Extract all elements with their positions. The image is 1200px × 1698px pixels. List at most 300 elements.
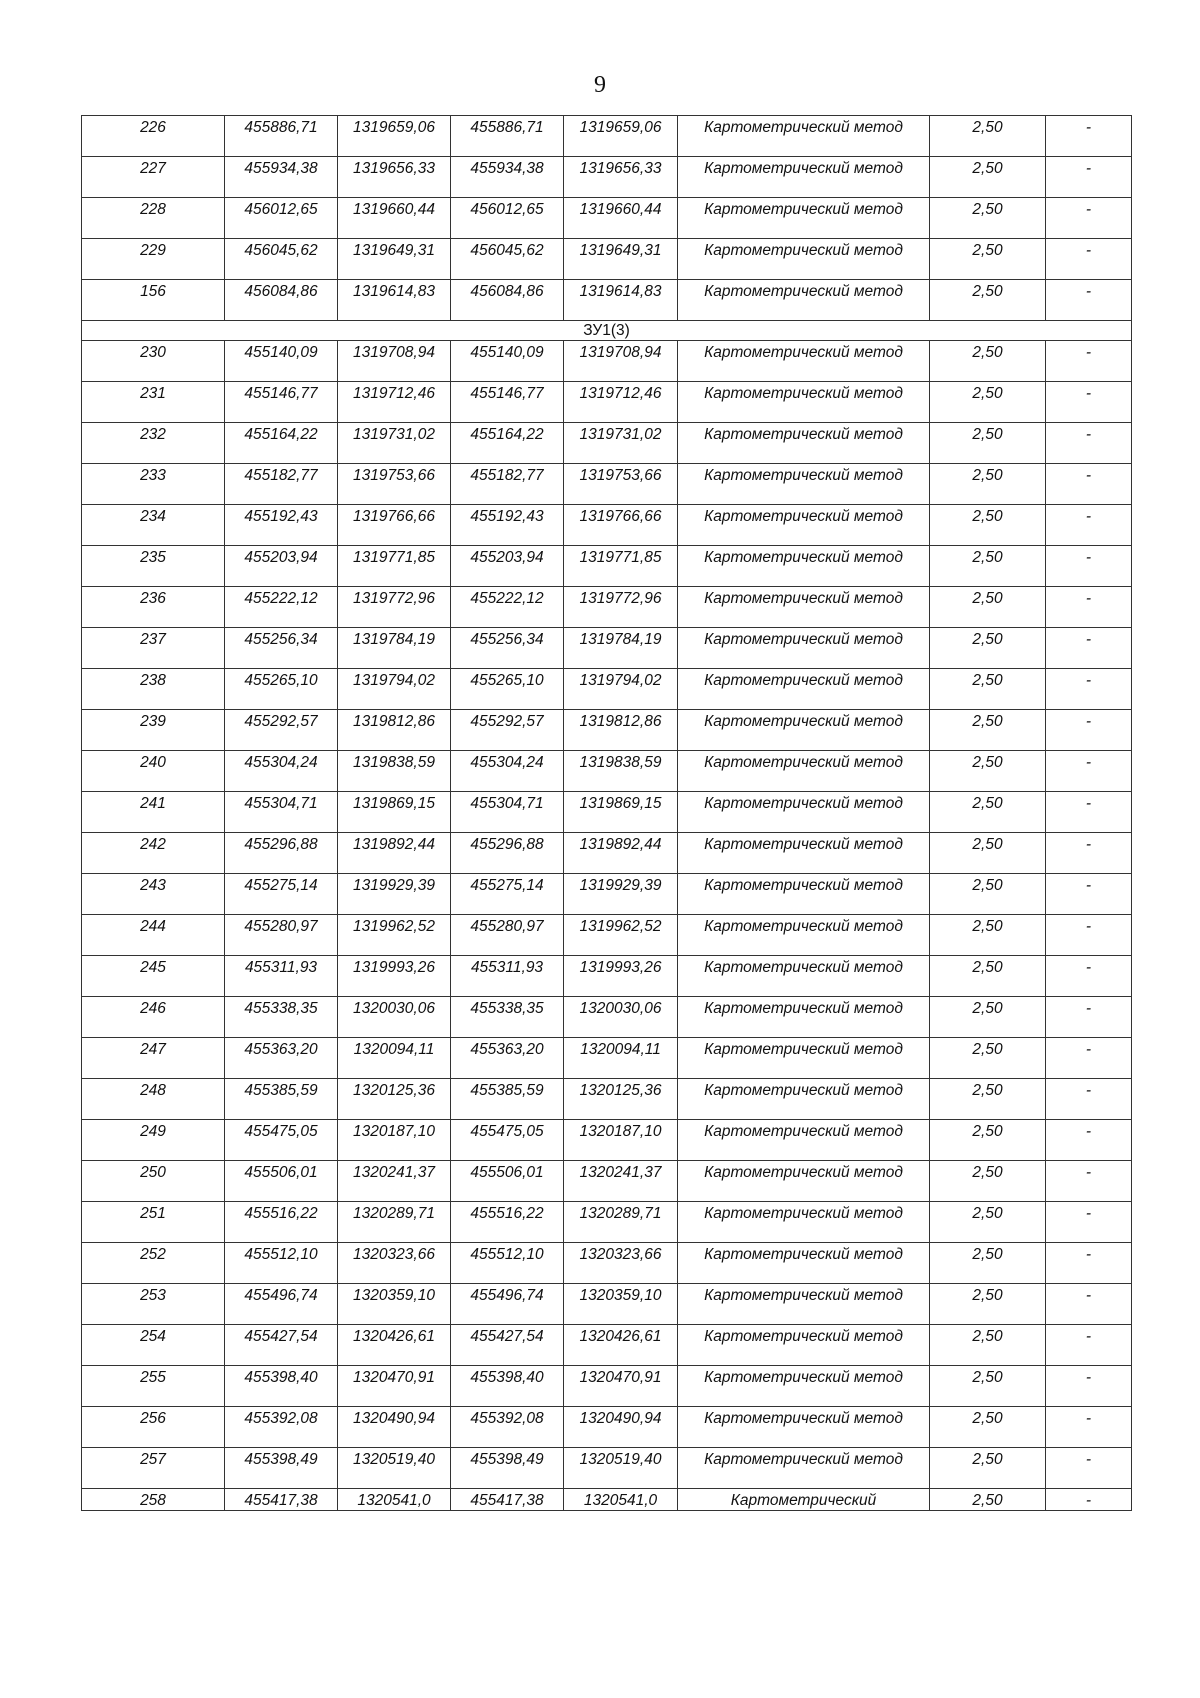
y-new-cell: 1320323,66 [564, 1243, 678, 1284]
x-new-cell: 455292,57 [451, 710, 564, 751]
x-new-cell: 455398,49 [451, 1448, 564, 1489]
y-new-cell: 1319656,33 [564, 157, 678, 198]
coordinates-table [81, 115, 1132, 1511]
method-cell: Картометрический метод [678, 874, 930, 915]
method-cell: Картометрический метод [678, 1038, 930, 1079]
description-cell: - [1046, 1489, 1132, 1511]
table-row [82, 1120, 1132, 1161]
point-number-cell: 227 [82, 157, 225, 198]
x-new-cell: 455512,10 [451, 1243, 564, 1284]
method-cell: Картометрический метод [678, 915, 930, 956]
description-cell: - [1046, 464, 1132, 505]
table-row [82, 874, 1132, 915]
point-number-cell: 251 [82, 1202, 225, 1243]
method-cell: Картометрический метод [678, 546, 930, 587]
x-existing-cell: 455296,88 [225, 833, 338, 874]
x-existing-cell: 455275,14 [225, 874, 338, 915]
y-new-cell: 1319772,96 [564, 587, 678, 628]
point-number-cell: 257 [82, 1448, 225, 1489]
table-row [82, 628, 1132, 669]
y-new-cell: 1320426,61 [564, 1325, 678, 1366]
y-existing-cell: 1319731,02 [338, 423, 451, 464]
x-existing-cell: 455280,97 [225, 915, 338, 956]
point-number-cell: 242 [82, 833, 225, 874]
x-existing-cell: 455417,38 [225, 1489, 338, 1511]
table-row [82, 1161, 1132, 1202]
accuracy-cell: 2,50 [930, 280, 1046, 321]
y-existing-cell: 1319660,44 [338, 198, 451, 239]
x-existing-cell: 455385,59 [225, 1079, 338, 1120]
x-existing-cell: 455392,08 [225, 1407, 338, 1448]
x-new-cell: 455363,20 [451, 1038, 564, 1079]
y-new-cell: 1319708,94 [564, 341, 678, 382]
x-existing-cell: 455203,94 [225, 546, 338, 587]
method-cell: Картометрический метод [678, 628, 930, 669]
y-new-cell: 1319794,02 [564, 669, 678, 710]
description-cell: - [1046, 341, 1132, 382]
description-cell: - [1046, 1079, 1132, 1120]
x-new-cell: 455475,05 [451, 1120, 564, 1161]
description-cell: - [1046, 1284, 1132, 1325]
y-new-cell: 1320125,36 [564, 1079, 678, 1120]
method-cell: Картометрический метод [678, 833, 930, 874]
x-existing-cell: 456012,65 [225, 198, 338, 239]
table-row [82, 464, 1132, 505]
y-new-cell: 1320519,40 [564, 1448, 678, 1489]
table-row [82, 239, 1132, 280]
accuracy-cell: 2,50 [930, 1038, 1046, 1079]
description-cell: - [1046, 792, 1132, 833]
x-existing-cell: 455886,71 [225, 116, 338, 157]
y-existing-cell: 1319838,59 [338, 751, 451, 792]
point-number-cell: 241 [82, 792, 225, 833]
accuracy-cell: 2,50 [930, 669, 1046, 710]
x-new-cell: 455265,10 [451, 669, 564, 710]
y-existing-cell: 1319812,86 [338, 710, 451, 751]
point-number-cell: 247 [82, 1038, 225, 1079]
table-row [82, 669, 1132, 710]
y-existing-cell: 1319712,46 [338, 382, 451, 423]
x-existing-cell: 455398,49 [225, 1448, 338, 1489]
x-existing-cell: 455934,38 [225, 157, 338, 198]
table-row [82, 710, 1132, 751]
y-new-cell: 1319659,06 [564, 116, 678, 157]
y-new-cell: 1319993,26 [564, 956, 678, 997]
table-row [82, 116, 1132, 157]
y-new-cell: 1319869,15 [564, 792, 678, 833]
description-cell: - [1046, 157, 1132, 198]
x-new-cell: 455392,08 [451, 1407, 564, 1448]
y-new-cell: 1320289,71 [564, 1202, 678, 1243]
y-existing-cell: 1320323,66 [338, 1243, 451, 1284]
x-existing-cell: 455363,20 [225, 1038, 338, 1079]
y-existing-cell: 1319614,83 [338, 280, 451, 321]
y-existing-cell: 1319656,33 [338, 157, 451, 198]
method-cell: Картометрический метод [678, 116, 930, 157]
point-number-cell: 240 [82, 751, 225, 792]
description-cell: - [1046, 198, 1132, 239]
x-new-cell: 455417,38 [451, 1489, 564, 1511]
method-cell: Картометрический [678, 1489, 930, 1511]
y-existing-cell: 1319659,06 [338, 116, 451, 157]
method-cell: Картометрический метод [678, 1079, 930, 1120]
x-new-cell: 456012,65 [451, 198, 564, 239]
y-existing-cell: 1320519,40 [338, 1448, 451, 1489]
y-existing-cell: 1319962,52 [338, 915, 451, 956]
accuracy-cell: 2,50 [930, 956, 1046, 997]
method-cell: Картометрический метод [678, 464, 930, 505]
y-existing-cell: 1320289,71 [338, 1202, 451, 1243]
accuracy-cell: 2,50 [930, 1489, 1046, 1511]
x-new-cell: 456084,86 [451, 280, 564, 321]
y-new-cell: 1320094,11 [564, 1038, 678, 1079]
x-existing-cell: 455496,74 [225, 1284, 338, 1325]
point-number-cell: 243 [82, 874, 225, 915]
x-new-cell: 455280,97 [451, 915, 564, 956]
y-existing-cell: 1320490,94 [338, 1407, 451, 1448]
y-new-cell: 1319784,19 [564, 628, 678, 669]
table-row [82, 792, 1132, 833]
x-existing-cell: 455146,77 [225, 382, 338, 423]
x-existing-cell: 455427,54 [225, 1325, 338, 1366]
y-new-cell: 1319812,86 [564, 710, 678, 751]
y-existing-cell: 1319772,96 [338, 587, 451, 628]
x-existing-cell: 455222,12 [225, 587, 338, 628]
y-existing-cell: 1320187,10 [338, 1120, 451, 1161]
method-cell: Картометрический метод [678, 341, 930, 382]
accuracy-cell: 2,50 [930, 1243, 1046, 1284]
section-label: ЗУ1(3) [82, 321, 1132, 341]
accuracy-cell: 2,50 [930, 751, 1046, 792]
x-new-cell: 455182,77 [451, 464, 564, 505]
table-row [82, 915, 1132, 956]
description-cell: - [1046, 1202, 1132, 1243]
method-cell: Картометрический метод [678, 587, 930, 628]
table-row [82, 1284, 1132, 1325]
table-row [82, 1202, 1132, 1243]
x-new-cell: 455275,14 [451, 874, 564, 915]
y-new-cell: 1319649,31 [564, 239, 678, 280]
point-number-cell: 230 [82, 341, 225, 382]
x-new-cell: 455146,77 [451, 382, 564, 423]
accuracy-cell: 2,50 [930, 997, 1046, 1038]
point-number-cell: 244 [82, 915, 225, 956]
y-new-cell: 1320541,0 [564, 1489, 678, 1511]
table-row [82, 423, 1132, 464]
y-new-cell: 1319771,85 [564, 546, 678, 587]
method-cell: Картометрический метод [678, 1366, 930, 1407]
description-cell: - [1046, 546, 1132, 587]
method-cell: Картометрический метод [678, 1120, 930, 1161]
y-new-cell: 1319614,83 [564, 280, 678, 321]
method-cell: Картометрический метод [678, 157, 930, 198]
method-cell: Картометрический метод [678, 1202, 930, 1243]
method-cell: Картометрический метод [678, 198, 930, 239]
description-cell: - [1046, 956, 1132, 997]
point-number-cell: 236 [82, 587, 225, 628]
description-cell: - [1046, 669, 1132, 710]
accuracy-cell: 2,50 [930, 546, 1046, 587]
method-cell: Картометрический метод [678, 280, 930, 321]
table-row [82, 1366, 1132, 1407]
x-new-cell: 455203,94 [451, 546, 564, 587]
x-existing-cell: 455311,93 [225, 956, 338, 997]
x-existing-cell: 456084,86 [225, 280, 338, 321]
x-new-cell: 455886,71 [451, 116, 564, 157]
x-new-cell: 455338,35 [451, 997, 564, 1038]
description-cell: - [1046, 1448, 1132, 1489]
accuracy-cell: 2,50 [930, 1079, 1046, 1120]
y-existing-cell: 1320125,36 [338, 1079, 451, 1120]
x-new-cell: 455516,22 [451, 1202, 564, 1243]
table-row [82, 751, 1132, 792]
method-cell: Картометрический метод [678, 710, 930, 751]
method-cell: Картометрический метод [678, 997, 930, 1038]
x-new-cell: 455296,88 [451, 833, 564, 874]
accuracy-cell: 2,50 [930, 239, 1046, 280]
method-cell: Картометрический метод [678, 792, 930, 833]
y-new-cell: 1319766,66 [564, 505, 678, 546]
description-cell: - [1046, 280, 1132, 321]
accuracy-cell: 2,50 [930, 341, 1046, 382]
page-number: 9 [594, 72, 606, 98]
description-cell: - [1046, 997, 1132, 1038]
accuracy-cell: 2,50 [930, 1366, 1046, 1407]
x-existing-cell: 455182,77 [225, 464, 338, 505]
y-new-cell: 1319753,66 [564, 464, 678, 505]
x-new-cell: 455506,01 [451, 1161, 564, 1202]
x-existing-cell: 455338,35 [225, 997, 338, 1038]
point-number-cell: 226 [82, 116, 225, 157]
description-cell: - [1046, 1038, 1132, 1079]
accuracy-cell: 2,50 [930, 710, 1046, 751]
accuracy-cell: 2,50 [930, 464, 1046, 505]
description-cell: - [1046, 833, 1132, 874]
table-row [82, 956, 1132, 997]
x-existing-cell: 455304,24 [225, 751, 338, 792]
y-existing-cell: 1319869,15 [338, 792, 451, 833]
description-cell: - [1046, 915, 1132, 956]
method-cell: Картометрический метод [678, 239, 930, 280]
point-number-cell: 253 [82, 1284, 225, 1325]
x-existing-cell: 455506,01 [225, 1161, 338, 1202]
y-existing-cell: 1319784,19 [338, 628, 451, 669]
y-existing-cell: 1320541,0 [338, 1489, 451, 1511]
table-row [82, 1448, 1132, 1489]
x-new-cell: 456045,62 [451, 239, 564, 280]
y-existing-cell: 1319794,02 [338, 669, 451, 710]
method-cell: Картометрический метод [678, 1243, 930, 1284]
description-cell: - [1046, 1243, 1132, 1284]
accuracy-cell: 2,50 [930, 116, 1046, 157]
y-new-cell: 1319712,46 [564, 382, 678, 423]
point-number-cell: 234 [82, 505, 225, 546]
x-new-cell: 455398,40 [451, 1366, 564, 1407]
table-row [82, 198, 1132, 239]
description-cell: - [1046, 1407, 1132, 1448]
x-new-cell: 455304,71 [451, 792, 564, 833]
point-number-cell: 250 [82, 1161, 225, 1202]
x-existing-cell: 455192,43 [225, 505, 338, 546]
x-existing-cell: 455265,10 [225, 669, 338, 710]
accuracy-cell: 2,50 [930, 833, 1046, 874]
description-cell: - [1046, 587, 1132, 628]
method-cell: Картометрический метод [678, 956, 930, 997]
x-existing-cell: 456045,62 [225, 239, 338, 280]
point-number-cell: 156 [82, 280, 225, 321]
x-existing-cell: 455398,40 [225, 1366, 338, 1407]
y-new-cell: 1319838,59 [564, 751, 678, 792]
accuracy-cell: 2,50 [930, 505, 1046, 546]
method-cell: Картометрический метод [678, 423, 930, 464]
accuracy-cell: 2,50 [930, 587, 1046, 628]
y-new-cell: 1320470,91 [564, 1366, 678, 1407]
accuracy-cell: 2,50 [930, 198, 1046, 239]
y-new-cell: 1319962,52 [564, 915, 678, 956]
description-cell: - [1046, 505, 1132, 546]
x-new-cell: 455140,09 [451, 341, 564, 382]
x-new-cell: 455385,59 [451, 1079, 564, 1120]
y-existing-cell: 1319753,66 [338, 464, 451, 505]
description-cell: - [1046, 1366, 1132, 1407]
y-existing-cell: 1320470,91 [338, 1366, 451, 1407]
description-cell: - [1046, 423, 1132, 464]
method-cell: Картометрический метод [678, 1325, 930, 1366]
accuracy-cell: 2,50 [930, 1284, 1046, 1325]
table-row [82, 833, 1132, 874]
y-new-cell: 1319731,02 [564, 423, 678, 464]
accuracy-cell: 2,50 [930, 1407, 1046, 1448]
method-cell: Картометрический метод [678, 505, 930, 546]
y-existing-cell: 1319993,26 [338, 956, 451, 997]
point-number-cell: 235 [82, 546, 225, 587]
x-new-cell: 455222,12 [451, 587, 564, 628]
description-cell: - [1046, 1161, 1132, 1202]
y-existing-cell: 1320241,37 [338, 1161, 451, 1202]
point-number-cell: 237 [82, 628, 225, 669]
coordinates-table-body [82, 116, 1132, 1511]
x-existing-cell: 455304,71 [225, 792, 338, 833]
accuracy-cell: 2,50 [930, 423, 1046, 464]
y-existing-cell: 1320030,06 [338, 997, 451, 1038]
method-cell: Картометрический метод [678, 1161, 930, 1202]
y-new-cell: 1320187,10 [564, 1120, 678, 1161]
table-row [82, 997, 1132, 1038]
accuracy-cell: 2,50 [930, 157, 1046, 198]
point-number-cell: 255 [82, 1366, 225, 1407]
table-row [82, 382, 1132, 423]
method-cell: Картометрический метод [678, 1284, 930, 1325]
point-number-cell: 233 [82, 464, 225, 505]
accuracy-cell: 2,50 [930, 1325, 1046, 1366]
x-existing-cell: 455140,09 [225, 341, 338, 382]
point-number-cell: 232 [82, 423, 225, 464]
point-number-cell: 231 [82, 382, 225, 423]
accuracy-cell: 2,50 [930, 1202, 1046, 1243]
y-new-cell: 1320359,10 [564, 1284, 678, 1325]
point-number-cell: 248 [82, 1079, 225, 1120]
description-cell: - [1046, 751, 1132, 792]
table-row [82, 587, 1132, 628]
x-new-cell: 455164,22 [451, 423, 564, 464]
description-cell: - [1046, 874, 1132, 915]
method-cell: Картометрический метод [678, 1448, 930, 1489]
point-number-cell: 258 [82, 1489, 225, 1511]
y-new-cell: 1320030,06 [564, 997, 678, 1038]
table-row [82, 1243, 1132, 1284]
point-number-cell: 254 [82, 1325, 225, 1366]
x-new-cell: 455311,93 [451, 956, 564, 997]
description-cell: - [1046, 1325, 1132, 1366]
y-existing-cell: 1319649,31 [338, 239, 451, 280]
accuracy-cell: 2,50 [930, 628, 1046, 669]
point-number-cell: 245 [82, 956, 225, 997]
x-new-cell: 455304,24 [451, 751, 564, 792]
accuracy-cell: 2,50 [930, 1120, 1046, 1161]
description-cell: - [1046, 710, 1132, 751]
y-new-cell: 1320490,94 [564, 1407, 678, 1448]
accuracy-cell: 2,50 [930, 382, 1046, 423]
table-row [82, 1325, 1132, 1366]
description-cell: - [1046, 1120, 1132, 1161]
table-row [82, 1079, 1132, 1120]
y-existing-cell: 1319766,66 [338, 505, 451, 546]
x-existing-cell: 455516,22 [225, 1202, 338, 1243]
x-new-cell: 455934,38 [451, 157, 564, 198]
x-new-cell: 455496,74 [451, 1284, 564, 1325]
table-row [82, 1489, 1132, 1511]
point-number-cell: 238 [82, 669, 225, 710]
method-cell: Картометрический метод [678, 669, 930, 710]
y-new-cell: 1319929,39 [564, 874, 678, 915]
table-row [82, 280, 1132, 321]
accuracy-cell: 2,50 [930, 1448, 1046, 1489]
x-existing-cell: 455256,34 [225, 628, 338, 669]
y-existing-cell: 1319771,85 [338, 546, 451, 587]
section-row [82, 321, 1132, 341]
description-cell: - [1046, 382, 1132, 423]
table-row [82, 341, 1132, 382]
y-existing-cell: 1319929,39 [338, 874, 451, 915]
point-number-cell: 229 [82, 239, 225, 280]
x-new-cell: 455192,43 [451, 505, 564, 546]
point-number-cell: 249 [82, 1120, 225, 1161]
table-row [82, 1407, 1132, 1448]
table-row [82, 546, 1132, 587]
point-number-cell: 228 [82, 198, 225, 239]
y-existing-cell: 1319892,44 [338, 833, 451, 874]
point-number-cell: 252 [82, 1243, 225, 1284]
y-new-cell: 1319892,44 [564, 833, 678, 874]
method-cell: Картометрический метод [678, 1407, 930, 1448]
table-row [82, 505, 1132, 546]
description-cell: - [1046, 116, 1132, 157]
x-existing-cell: 455164,22 [225, 423, 338, 464]
y-existing-cell: 1320094,11 [338, 1038, 451, 1079]
point-number-cell: 256 [82, 1407, 225, 1448]
y-existing-cell: 1320359,10 [338, 1284, 451, 1325]
x-new-cell: 455427,54 [451, 1325, 564, 1366]
method-cell: Картометрический метод [678, 751, 930, 792]
point-number-cell: 239 [82, 710, 225, 751]
x-existing-cell: 455475,05 [225, 1120, 338, 1161]
accuracy-cell: 2,50 [930, 915, 1046, 956]
x-existing-cell: 455512,10 [225, 1243, 338, 1284]
accuracy-cell: 2,50 [930, 1161, 1046, 1202]
description-cell: - [1046, 239, 1132, 280]
x-existing-cell: 455292,57 [225, 710, 338, 751]
x-new-cell: 455256,34 [451, 628, 564, 669]
